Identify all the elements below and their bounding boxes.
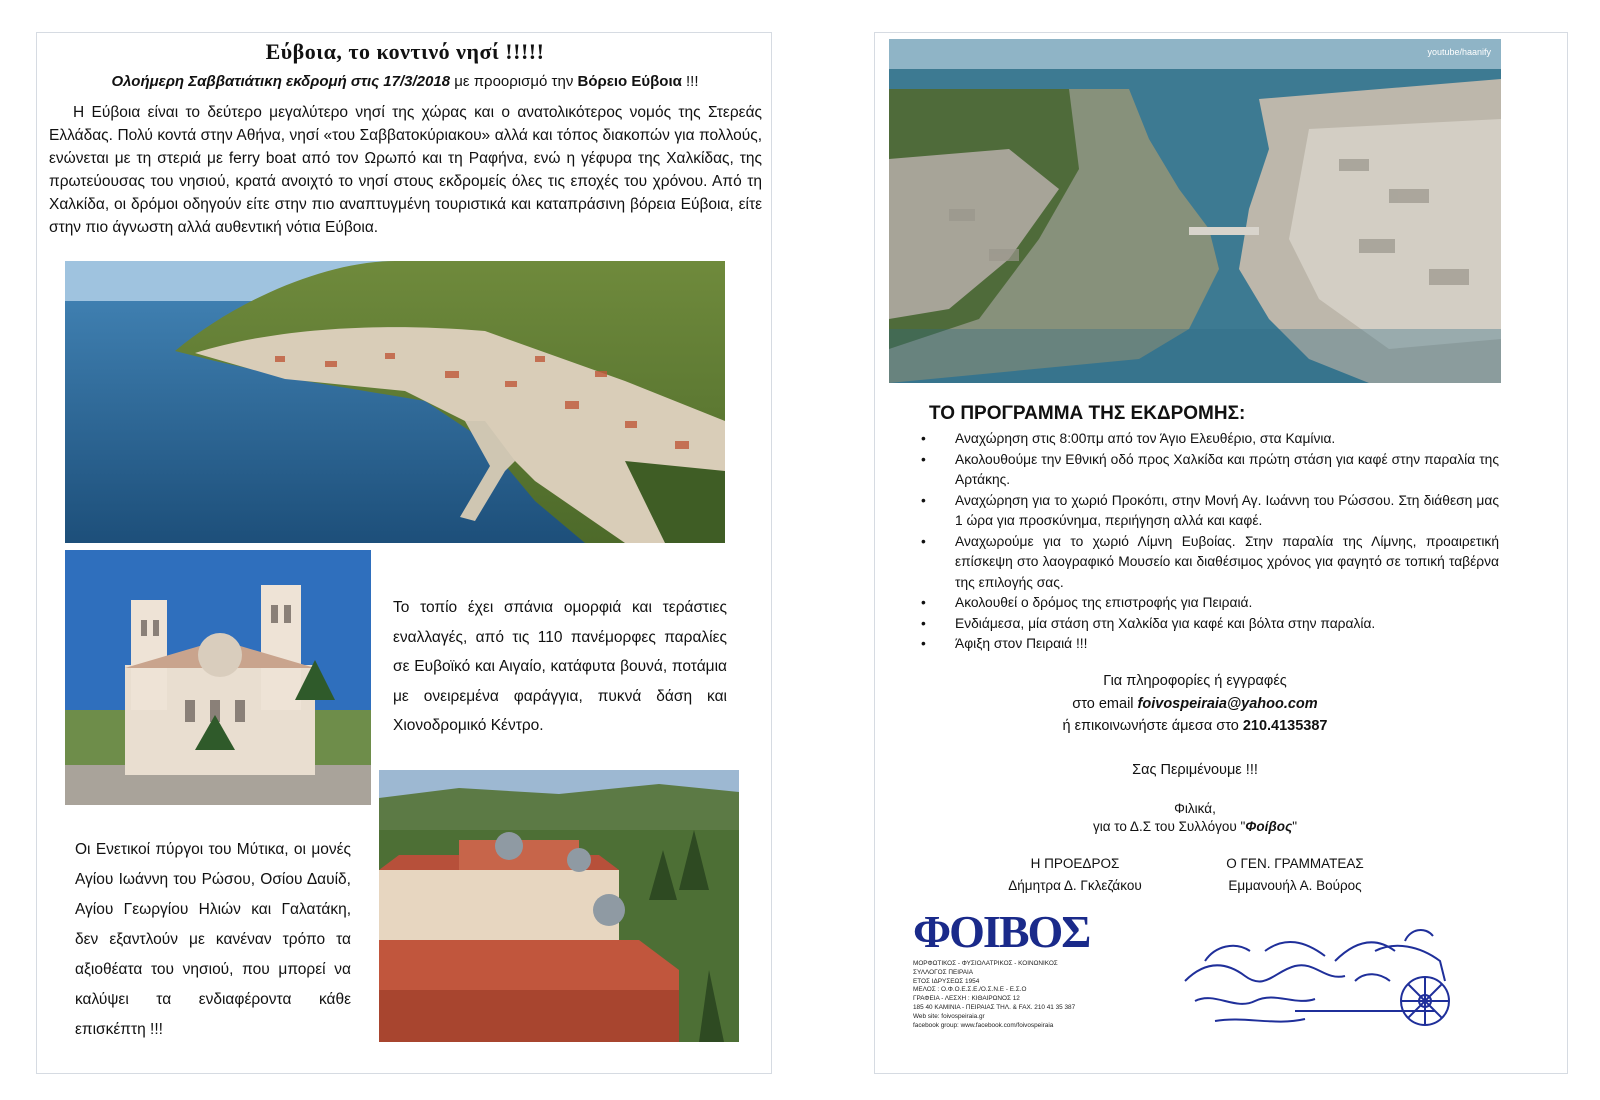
church-photo <box>65 550 371 805</box>
program-item <box>919 429 1499 450</box>
email-prefix: στο email <box>1072 696 1138 712</box>
program-item <box>919 450 1499 491</box>
secretary-block <box>1195 853 1395 897</box>
intro-text: Η Εύβοια είναι το δεύτερο μεγαλύτερο νησί της χώρας και ο ανατολικότερος νομός της Στερεάς Ελλάδας. Πολύ κοντά στην Αθήνα, νησί «του Σαββατοκύριακου» αλλά και τόπος διακοπών για πολλούς, ενώνεται με τη στεριά με ferry boat από τον Ωρωπό και τη Ραφήνα, ενώ η γέφυρα της Χαλκίδας, της πρωτεύουσας του νησιού, κρατά ανοιχτό το νησί στους εκδρομείς όλες τις εποχές του χρόνου. Από τη Χαλκίδα, οι δρόμοι οδηγούν είτε στην πιο αναπτυγμένη τουριστικά και καταπράσινη βόρεια Εύβοια, είτε στην πιο άγνωστη αλλά αυθεντική νότια Εύβοια. <box>49 104 762 236</box>
subtitle-date: Ολοήμερη Σαββατιάτικη εκδρομή στις 17/3/2018 <box>111 73 451 90</box>
bullet-icon: • <box>921 533 926 549</box>
bullet-icon: • <box>921 431 926 446</box>
phone-number: 210.4135387 <box>1242 718 1328 734</box>
program-list <box>919 429 1499 655</box>
trip-subtitle <box>37 73 773 90</box>
logo-details <box>913 960 1113 1030</box>
secretary-name: Εμμανουήλ Α. Βούρος <box>1228 878 1362 893</box>
subtitle-mid: με προορισμό την <box>450 73 578 90</box>
program-item-text: Άφιξη στον Πειραιά !!! <box>955 636 1088 651</box>
president-name: Δήμητρα Δ. Γκλεζάκου <box>1008 878 1142 893</box>
program-item-text: Αναχωρούμε για το χωριό Λίμνη Ευβοίας. Στην παραλία της Λίμνης, προαιρετική επίσκεψη στο λαογραφικό Μουσείο και διαθέσιμος χρόνος για φαγητό σε τοπική ταβέρνα της επιλογής σας. <box>955 533 1499 590</box>
phone-prefix: ή επικοινωνήστε άμεσα στο <box>1062 718 1243 734</box>
harbour-photo <box>65 261 725 543</box>
photo-credit: youtube/haanify <box>1427 47 1491 57</box>
logo-wordmark: ΦΟΙΒΟΣ <box>913 906 1090 957</box>
regards-text: Φιλικά, <box>1174 801 1216 816</box>
aerial-photo <box>889 39 1501 383</box>
program-item-text: Αναχώρηση στις 8:00πμ από τον Άγιο Ελευθέριο, στα Καμίνια. <box>955 431 1336 446</box>
right-page <box>874 32 1568 1074</box>
page-title: Εύβοια, το κοντινό νησί !!!!! <box>265 39 545 64</box>
info-line-1: Για πληροφορίες ή εγγραφές <box>1103 673 1287 689</box>
towers-text: Οι Ενετικοί πύργοι του Μύτικα, οι μονές Αγίου Ιωάννη του Ρώσου, Οσίου Δαυίδ, Αγίου Γεωργίου Ηλιών και Γαλατάκη, δεν εξαντλούν με κανέναν τρόπο τα αξιοθέατα του νησιού, που μπορεί να καλύψει τα ενδιαφέροντα κάθε επισκέπτη !!! <box>75 841 351 1038</box>
logo-detail-line: Web site: foivospeiraia.gr <box>913 1012 985 1020</box>
program-item <box>919 593 1499 614</box>
board-prefix: για το Δ.Σ του Συλλόγου " <box>1092 819 1246 834</box>
waiting-text: Σας Περιμένουμε !!! <box>1132 762 1258 778</box>
program-item-text: Αναχώρηση για το χωριό Προκόπι, στην Μονή Αγ. Ιωάννη του Ρώσσου. Στη διάθεση μας 1 ώρα για προσκύνημα, περιήγηση αλλά και καφέ. <box>955 492 1499 528</box>
president-title: Η ΠΡΟΕΔΡΟΣ <box>1030 856 1120 871</box>
bullet-icon: • <box>921 615 926 631</box>
info-phone-line <box>975 718 1415 734</box>
bullet-icon: • <box>921 595 926 610</box>
intro-paragraph <box>49 101 762 239</box>
logo-detail-line: ΣΥΛΛΟΓΟΣ ΠΕΙΡΑΙΑ <box>913 968 974 976</box>
bullet-icon: • <box>921 451 926 467</box>
left-page <box>36 32 772 1074</box>
logo-detail-line: ΜΟΡΦΩΤΙΚΟΣ - ΦΥΣΙΟΛΑΤΡΙΚΟΣ - ΚΟΙΝΩΝΙΚΟΣ <box>913 960 1058 967</box>
info-email-line <box>975 696 1415 712</box>
program-item-text: Ενδιάμεσα, μία στάση στη Χαλκίδα για καφέ και βόλτα στην παραλία. <box>955 615 1376 631</box>
email-address: foivospeiraia@yahoo.com <box>1137 696 1318 712</box>
program-item <box>919 491 1499 532</box>
program-title: ΤΟ ΠΡΟΓΡΑΜΜΑ ΤΗΣ ΕΚΔΡΟΜΗΣ: <box>929 403 1246 424</box>
monastery-photo <box>379 770 739 1042</box>
president-block <box>975 853 1175 897</box>
bullet-icon: • <box>921 492 926 508</box>
chariot-drawing <box>1175 921 1475 1036</box>
subtitle-destination: Βόρειο Εύβοια <box>577 73 682 90</box>
board-name: Φοίβος <box>1245 819 1293 834</box>
board-line <box>975 816 1415 838</box>
foivos-logo <box>913 905 1113 1065</box>
program-item-text: Ακολουθούμε την Εθνική οδό προς Χαλκίδα και πρώτη στάση για καφέ στην παραλία της Αρτάκης. <box>955 451 1499 487</box>
logo-detail-line: ΜΕΛΟΣ : Ο.Φ.Ο.Ε.Σ.Ε./Ο.Σ.Ν.Ε - Ε.Σ.Ο <box>913 986 1027 994</box>
bullet-icon: • <box>921 636 926 651</box>
program-item <box>919 532 1499 594</box>
program-item-text: Ακολουθεί ο δρόμος της επιστροφής για Πειραιά. <box>955 595 1253 610</box>
subtitle-end: !!! <box>681 73 699 90</box>
secretary-title: Ο ΓΕΝ. ΓΡΑΜΜΑΤΕΑΣ <box>1226 856 1364 871</box>
logo-detail-line: ΓΡΑΦΕΙΑ - ΛΕΣΧΗ : ΚΙΘΑΙΡΩΝΟΣ 12 <box>913 995 1020 1003</box>
logo-detail-line: facebook group: www.facebook.com/foivospeiraia <box>913 1021 1054 1029</box>
program-item <box>919 634 1499 655</box>
program-item <box>919 614 1499 635</box>
logo-detail-line: ΕΤΟΣ ΙΔΡΥΣΕΩΣ 1954 <box>913 977 980 985</box>
board-suffix: " <box>1292 819 1298 834</box>
logo-detail-line: 185 40 ΚΑΜΙΝΙΑ - ΠΕΙΡΑΙΑΣ ΤΗΛ. & FAX. 210 41 35 387 <box>913 1003 1076 1011</box>
landscape-text: Το τοπίο έχει σπάνια ομορφιά και τεράστιες εναλλαγές, από τις 110 πανέμορφες παραλίες σε Ευβοϊκό και Αιγαίο, κατάφυτα βουνά, ποτάμια με ονειρεμένα φαράγγια, πυκνά δάση και Χιονοδρομικό Κέντρο. <box>393 599 727 734</box>
